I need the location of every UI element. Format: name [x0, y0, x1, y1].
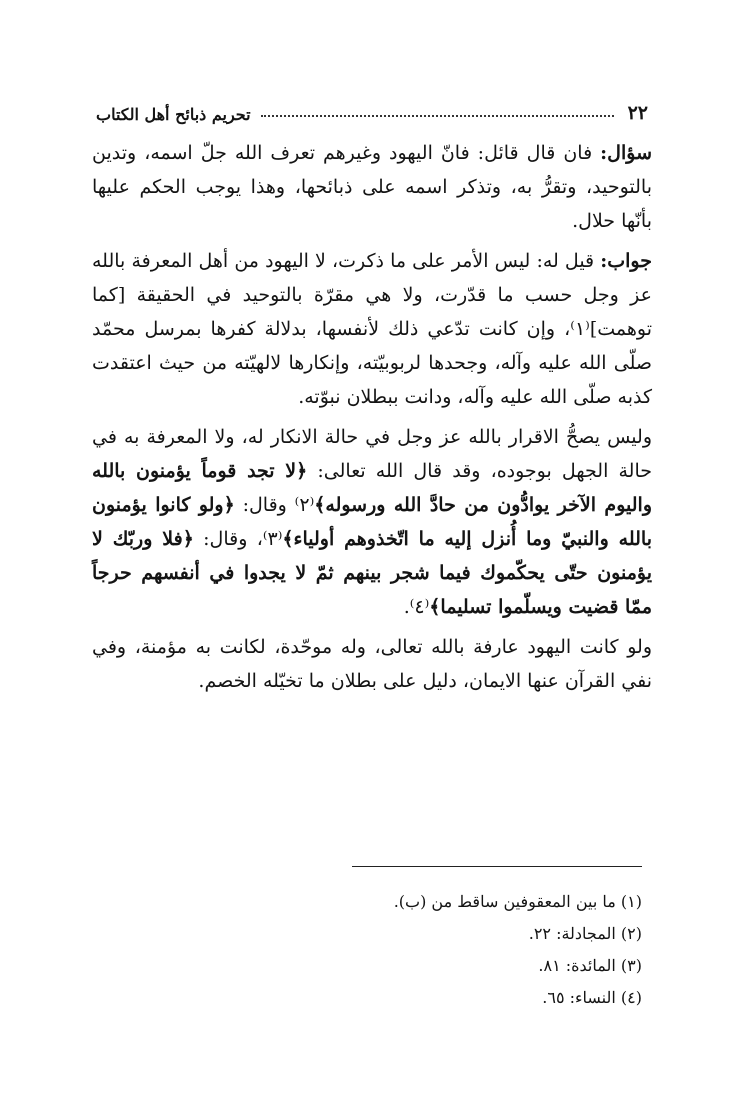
quran-quote-2: ﴿ولو كانوا يؤمنون بالله والنبيّ وما أُنزل إليه ما اتّخذوهم أولياء﴾: [92, 494, 652, 550]
paragraph-quran-evidence: [92, 420, 652, 624]
question-text: فان قال قائل: فانّ اليهود وغيرهم تعرف الله جلّ اسمه، وتدين بالتوحيد، وتقرُّ به، وتذكر اسمه على ذبائحها، وهذا يوجب الحكم عليها بأنّها حلال.: [92, 142, 652, 232]
paragraph-question: [92, 136, 652, 238]
answer-label: جواب:: [600, 250, 652, 272]
running-title: تحريم ذبائح أهل الكتاب: [96, 105, 251, 124]
evidence-text-4: ⁽٤⁾.: [403, 596, 430, 618]
answer-text: قيل له: ليس الأمر على ما ذكرت، لا اليهود من أهل المعرفة بالله عز وجل حسب ما قدّرت، ولا هي مقرّة بالتوحيد في الحقيقة [كما توهمت]⁽١⁾، وإن كانت تدّعي ذلك لأنفسها، بدلالة كفرها بمرسل محمّد صلّى الله عليه وآله، وجحدها لربوبيّته، وإنكارها لالهيّته من حيث اعتقدت كذبه صلّى الله عليه وآله، ودانت ببطلان نبوّته.: [92, 250, 652, 408]
question-label: سؤال:: [600, 142, 652, 164]
footnote-4: (٤) النساء: ٦٥.: [542, 988, 642, 1007]
header-dot-leader: [261, 114, 614, 117]
evidence-text-3: ⁽٣⁾، وقال:: [193, 528, 283, 550]
main-text: [92, 136, 652, 698]
evidence-text-2: ⁽٢⁾ وقال:: [234, 494, 315, 516]
page-number: ٢٢: [627, 102, 648, 124]
footnote-3: (٣) المائدة: ٨١.: [538, 956, 642, 975]
page-header: [96, 88, 648, 124]
footnote-separator: [352, 866, 642, 867]
quran-quote-1: ﴿لا تجد قوماً يؤمنون بالله واليوم الآخر يوادُّون من حادَّ الله ورسوله﴾: [92, 460, 652, 516]
footnote-1: (١) ما بين المعقوفين ساقط من (ب).: [393, 892, 642, 911]
conclusion-text: ولو كانت اليهود عارفة بالله تعالى، وله موحّدة، لكانت به مؤمنة، وفي نفي القرآن عنها الايمان، دليل على بطلان ما تخيّله الخصم.: [92, 636, 652, 692]
footnotes: [300, 886, 642, 1014]
footnote-2: (٢) المجادلة: ٢٢.: [528, 924, 642, 943]
paragraph-conclusion: [92, 630, 652, 698]
quran-quote-3: ﴿فلا وربّك لا يؤمنون حتّى يحكّموك فيما شجر بينهم ثمّ لا يجدوا في أنفسهم حرجاً ممّا قضيت ويسلّموا تسليما﴾: [92, 528, 652, 618]
evidence-text-1: وليس يصحُّ الاقرار بالله عز وجل في حالة الانكار له، ولا المعرفة به في حالة الجهل بوجوده، وقد قال الله تعالى:: [92, 426, 653, 482]
paragraph-answer: [92, 244, 652, 414]
